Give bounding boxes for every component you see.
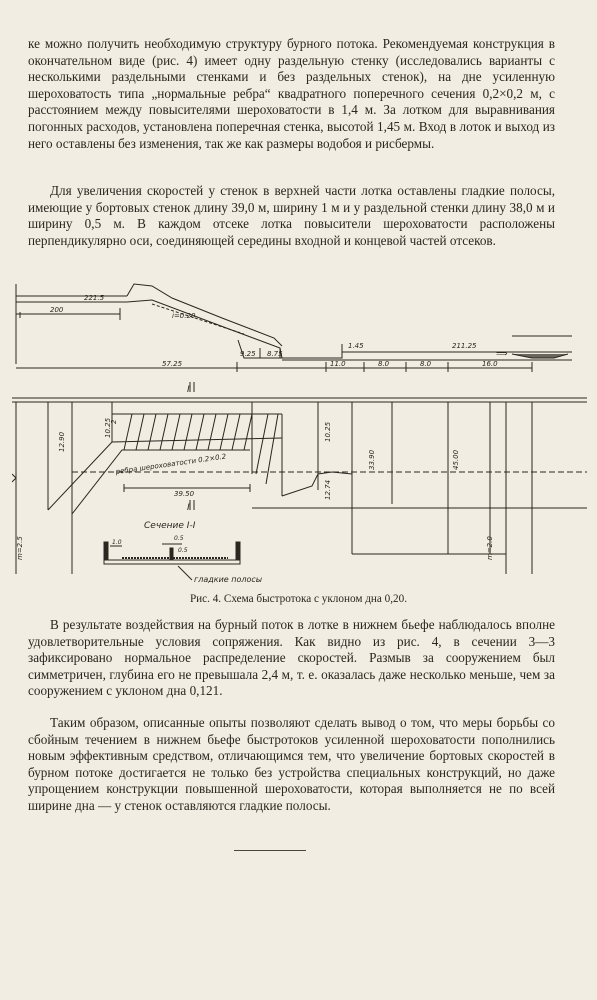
label-dim-80a: 8.0: [378, 360, 390, 368]
label-dim-3390: 33.90: [368, 449, 376, 470]
paragraph-3: В результате воздействия на бурный поток в лотке в нижнем бьефе наблюдалось вполне удовлетворительные условия сопряжения. Как видно из рис. 4, в сечении 3—3 зафиксировано нормальное распределение скоростей. Размыв за сооружением был симметричен, глубина его не превышала 2,4 м, т. е. оказалась даже несколько меньше, чем за сооружением с уклоном дна 0,121.: [28, 617, 555, 699]
label-dim-875: 8.75: [267, 350, 283, 358]
paragraph-2: Для увеличения скоростей у стенок в верхней части лотка оставлены гладкие полосы, имеющие у бортовых стенок длину 39,0 м, ширину 1 м и у раздельной стенки длину 38,0 м и ширину 0,5 м. В каждом отсеке лотка повысители шероховатости расположены перпендикулярно оси, соединяющей середины входной и концевой частей отсеков.: [28, 183, 555, 248]
roughness-ribs: [124, 414, 278, 484]
label-dim-1274: 12.74: [324, 479, 332, 500]
label-dim-10: 1.0: [112, 539, 122, 546]
label-elev-top: 221.5: [84, 294, 105, 302]
label-smooth-strips: гладкие полосы: [194, 575, 263, 584]
paragraph-4: Таким образом, описанные опыты позволяют сделать вывод о том, что меры борьбы со сбойным течением в нижнем бьефе быстротоков усиленной шероховатости пополнились новым эффективным средством, отличающимся тем, что увеличение бортовых скоростей в бурном потоке достигается не только без устройства специальных конструкций, но даже упрощением конструкции повышенной шероховатости, которая выполняется не по всей ширине дна — у стенок оставляются гладкие полосы.: [28, 715, 555, 813]
label-dim-925: 9.25: [240, 350, 256, 358]
label-elev-low: 211.25: [452, 342, 477, 350]
label-dim-110: 11.0: [330, 360, 346, 368]
label-slope: i=0.20: [172, 312, 196, 320]
label-dim-1025a: 10.25: [104, 417, 112, 438]
end-divider: [234, 850, 306, 851]
label-dim-145: 1.45: [348, 342, 364, 350]
profile-slope-top: [127, 284, 282, 346]
label-dim-05a: 0.5: [174, 535, 184, 542]
label-m20: m=2.0: [486, 536, 494, 560]
section-mark-bottom: I: [187, 503, 190, 513]
label-dim-160: 16.0: [482, 360, 498, 368]
label-section: Сечение I-I: [144, 521, 196, 531]
label-dim-2: 2: [110, 419, 118, 424]
label-dim-80b: 8.0: [420, 360, 432, 368]
figure-4-spillway-scheme: [12, 274, 587, 596]
label-dim-5725: 57.25: [162, 360, 183, 368]
profile-slope-bottom: [127, 300, 282, 358]
label-m225: m=2.5: [16, 536, 24, 560]
spillway-drawing: [12, 274, 587, 596]
label-ribs: ребра шероховатости 0.2×0.2: [115, 452, 227, 476]
flow-arrow-icon: ⟹: [496, 349, 508, 358]
label-dim-1025b: 10.25: [324, 421, 332, 442]
label-dim-4500: 45.00: [452, 449, 460, 470]
label-dim-3950: 39.50: [174, 490, 195, 498]
paragraph-1: ке можно получить необходимую структуру бурного потока. Рекомендуемая конструкция в окончательном виде (рис. 4) имеет одну раздельную стенку (исследовались варианты с несколькими раздельными стенками и без раздельных стенок), на дне усиленную шероховатость типа „нормальные ребра“ квадратного поперечного сечения 0,2×0,2 м, с расстоянием между повысителями шероховатости в 1,4 м. За лотком для выравнивания погонных расходов, установлена поперечная стенка, высотой 1,45 м. Вход в лоток и выход из него оставлены без изменения, так же как размеры водобоя и рисбермы.: [28, 36, 555, 151]
label-dim-200: 200: [50, 306, 64, 314]
label-dim-05b: 0.5: [178, 547, 188, 554]
figure-caption: Рис. 4. Схема быстротока с уклоном дна 0,20.: [189, 593, 408, 605]
label-dim-1290: 12.90: [58, 431, 66, 452]
section-mark-top: I: [187, 385, 190, 395]
